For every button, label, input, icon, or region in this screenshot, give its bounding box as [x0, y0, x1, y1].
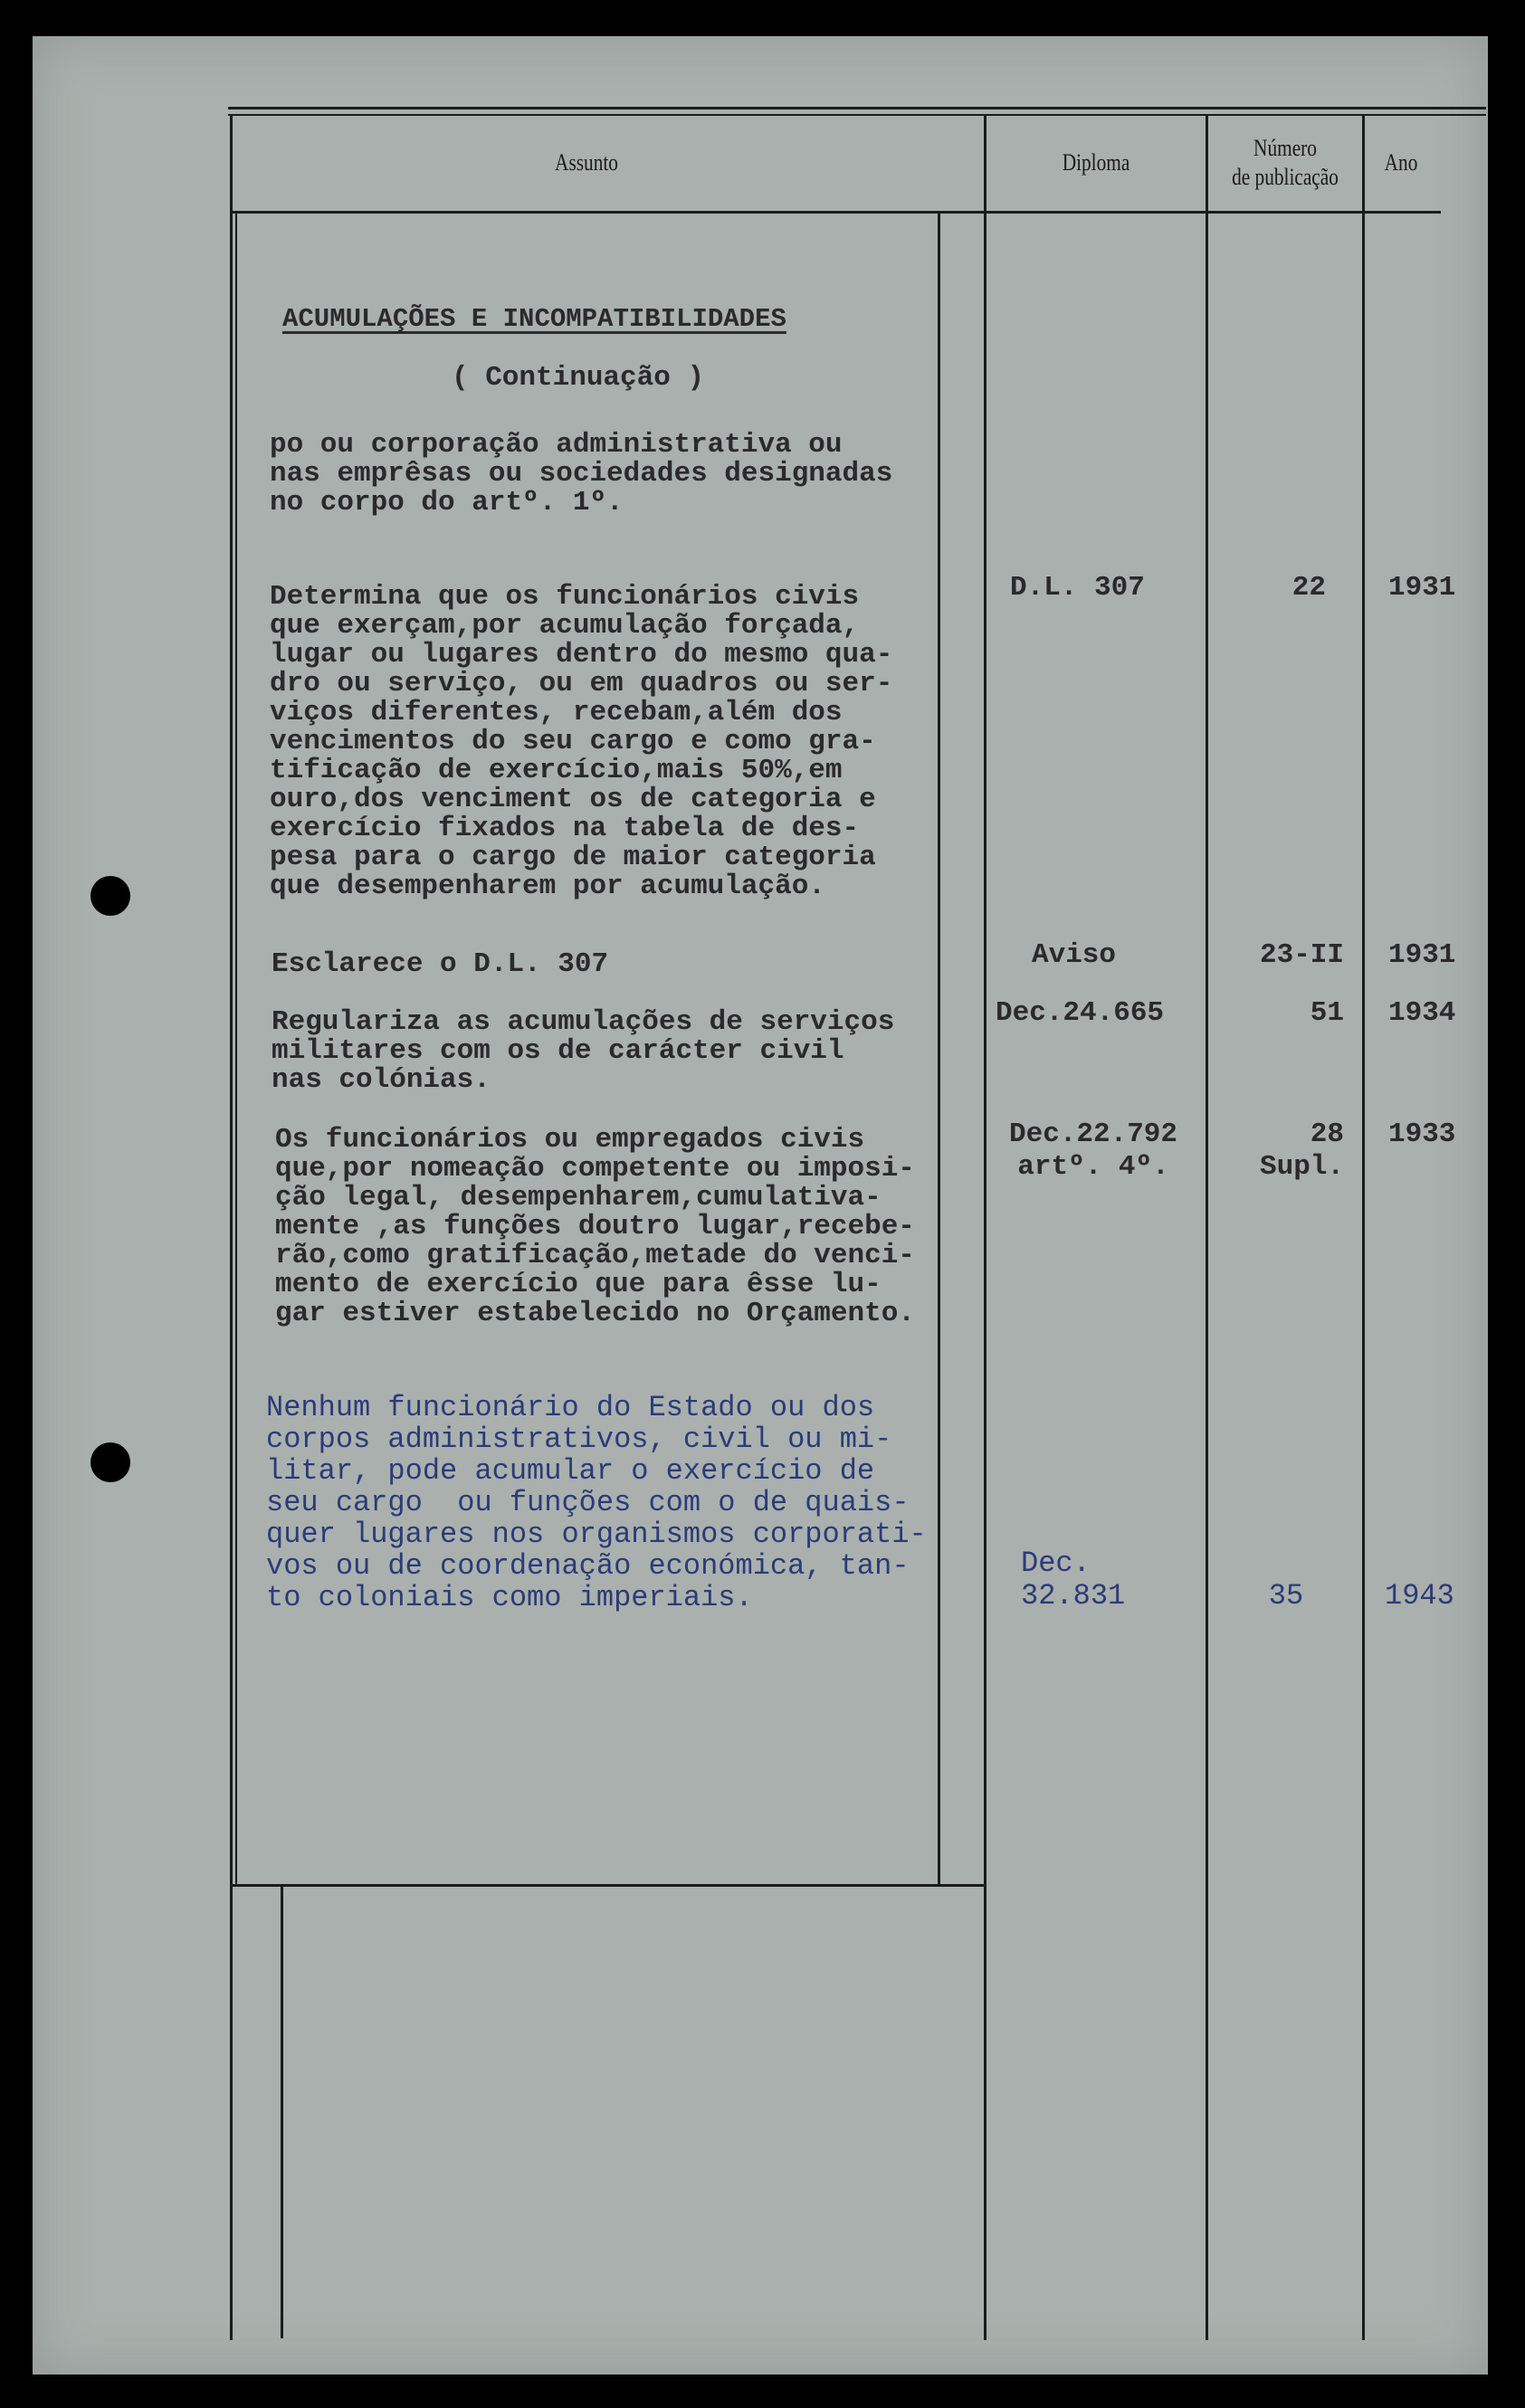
assunto-inner-left-rule [235, 214, 237, 1886]
entry-1-assunto: Determina que os funcionários civis que exerçam,por acumulação forçada, lugar ou lugares dentro do mesmo qua- dro ou serviço, ou em quadros ou ser- viços diferentes, recebam,além dos vencimentos do seu cargo e como gra- tificação de exercício,mais 50%,em ouro,dos venciment os de categoria e exercício fixados na tabela de des- pesa para o cargo de maior categoria que desempenharem por acumulação. [270, 581, 893, 902]
ano-left-rule [1362, 114, 1365, 2340]
entry-4-diploma: Dec.22.792 artº. 4º. [1008, 1118, 1178, 1183]
header-numero-line1: Número [1253, 135, 1317, 161]
entry-3-numero: 51 [1310, 997, 1344, 1029]
diploma-left-rule [984, 114, 986, 2340]
entry-0-assunto: po ou corporação administrativa ou nas emprêsas ou sociedades designadas no corpo do artº. 1º. [270, 429, 893, 519]
header-ano: Ano [1384, 149, 1418, 176]
entry-4-assunto: Os funcionários ou empregados civis que,por nomeação competente ou imposi- ção legal, desempenharem,cumulativa- mente ,as funções doutro lugar,recebe- rão,como gratificação,metade do venci- mento de exercício que para êsse lu- gar estiver estabelecido no Orçamento. [275, 1124, 915, 1329]
entry-3-assunto: Regulariza as acumulações de serviços militares com os de carácter civil nas colónias. [272, 1006, 895, 1096]
section-subtitle: ( Continuação ) [452, 362, 705, 394]
header-numero [1222, 134, 1348, 192]
entry-3-ano: 1934 [1388, 997, 1456, 1029]
assunto-right-rule [938, 214, 940, 1886]
section-title: ACUMULAÇÕES E INCOMPATIBILIDADES [282, 304, 786, 334]
header-assunto: Assunto [555, 149, 618, 176]
top-rule-inner [228, 114, 1486, 116]
punch-hole-upper [91, 876, 130, 916]
assunto-box-bottom-rule [232, 1884, 986, 1887]
entry-2-numero: 23-II [1259, 939, 1344, 971]
punch-hole-lower [91, 1442, 130, 1482]
header-numero-line2: de publicação [1232, 164, 1339, 190]
lower-left-rule [281, 1886, 283, 2338]
left-border-rule [230, 114, 233, 2340]
entry-3-diploma: Dec.24.665 [996, 997, 1165, 1029]
entry-5-diploma: Dec. 32.831 [1021, 1547, 1126, 1613]
header-bottom-rule [232, 211, 1441, 214]
header-diploma: Diploma [1062, 149, 1130, 176]
entry-1-diploma: D.L. 307 [1010, 572, 1145, 604]
entry-5-ano: 1943 [1385, 1579, 1454, 1613]
entry-1-ano: 1931 [1388, 572, 1456, 604]
index-card [33, 36, 1488, 2375]
entry-5-assunto: Nenhum funcionário do Estado ou dos corpos administrativos, civil ou mi- litar, pode acumular o exercício de seu cargo ou funções com o de quais- quer lugares nos organismos corporati- vos ou de coordenação económica, tan- to coloniais como imperiais. [266, 1391, 927, 1614]
entry-2-diploma: Aviso [1032, 939, 1117, 971]
top-rule-outer [228, 107, 1486, 109]
entry-2-ano: 1931 [1388, 939, 1456, 971]
entry-4-numero: 28 Supl. [1259, 1118, 1344, 1183]
numero-left-rule [1206, 114, 1208, 2340]
entry-1-numero: 22 [1291, 572, 1326, 604]
entry-2-assunto: Esclarece o D.L. 307 [272, 948, 609, 980]
entry-4-ano: 1933 [1388, 1118, 1456, 1150]
entry-5-numero: 35 [1268, 1579, 1304, 1613]
